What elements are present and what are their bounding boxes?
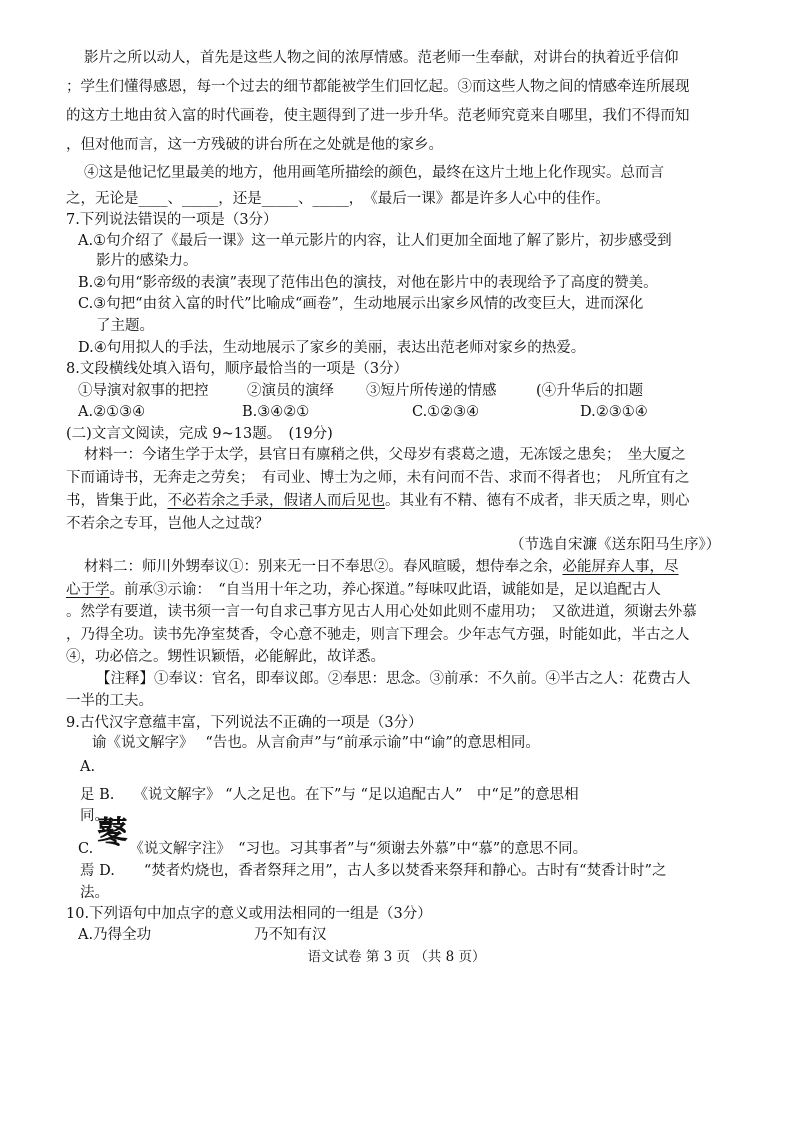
passage-line: ；学生们懂得感恩，每一个过去的细节都能被学生们回忆起。③而这些人物之间的情感牵连所展现 <box>66 79 690 95</box>
q8-item: (④升华后的扣题 <box>536 383 644 399</box>
q7-option-c: C.③句把“由贫入富的时代”比喻成“画卷”，生动地展示出家乡风情的改变巨大，进而深化 <box>78 296 644 312</box>
section-heading: (二)文言文阅读，完成 9~13题。 (19分) <box>66 426 333 442</box>
q7-option-c-cont: 了主题。 <box>96 318 154 334</box>
underlined-sentence: 必能屏弃人事，尽 <box>562 559 679 575</box>
question-7-stem: 7.下列说法错误的一项是（3分） <box>66 212 278 228</box>
question-10-stem: 10.下列语句中加点字的意义或用法相同的一组是（3分） <box>66 906 432 922</box>
q9-option-c: C. 《说文解字注》 “习也。习其事者”与“须谢去外慕”中“慕”的意思不同。 <box>78 841 588 857</box>
q10-option-a-right: 乃不知有汉 <box>254 927 327 943</box>
material-1-line: 下而诵诗书，无奔走之劳矣； 有司业、博士为之师，未有问而不告、求而不得者也； 凡所宜有之 <box>66 470 690 486</box>
material-1-line: 不若余之专耳，岂他人之过哉？ <box>66 516 269 532</box>
passage-line: 之，无论是____、_____，还是_____、_____， 《最后一课》都是许多人心中的佳作。 <box>66 191 610 207</box>
annotation-notes-cont: 一半的工夫。 <box>66 693 153 709</box>
passage-line: 的这方土地由贫入富的时代画卷，使主题得到了进一步升华。范老师究竟来自哪里，我们不得而知 <box>66 108 690 124</box>
q9-option-d: 焉 D. “焚者灼烧也，香者祭拜之用”，古人多以焚香来祭拜和静心。古时有“焚香计时”之 <box>80 863 667 879</box>
q10-option-a-left: A.乃得全功 <box>78 927 152 943</box>
q9-option-a: 谕《说文解字》 “告也。从言俞声”与“前承示谕”中“谕”的意思相同。 <box>92 735 540 751</box>
q9-option-a-letter: A. <box>80 759 96 775</box>
annotation-notes: 【注释】①奉议：官名，即奉议郎。②奉思：思念。③前承：不久前。④半古之人：花费古人 <box>96 671 691 687</box>
material-2-line <box>84 557 679 577</box>
material-2-line <box>66 580 661 600</box>
q8-option: C.①②③④ <box>412 404 480 420</box>
q7-option-d: D.④句用拟人的手法，生动地展示了家乡的美丽，表达出范老师对家乡的热爱。 <box>78 340 586 356</box>
material-2-line: ④，功必倍之。甥性识颖悟，必能解此，故详悉。 <box>66 649 385 665</box>
q8-option: A.②①③④ <box>78 404 146 420</box>
material-2-line: 。然学有要道，读书须一言一句自求己事方见古人用心处如此则不虚用功； 又欲进道，须谢去外慕 <box>66 604 697 620</box>
underlined-sentence: 心于学 <box>66 582 110 598</box>
q8-option: B.③④②① <box>242 404 310 420</box>
material-2-line: ，乃得全功。读书先净室焚香，令心意不驰走，则言下理会。少年志气方强，时能如此，半古之人 <box>66 627 690 643</box>
material-1-line <box>66 491 690 511</box>
question-8-stem: 8.文段横线处填入语句，顺序最恰当的一项是（3分） <box>66 361 409 377</box>
passage-line: ，但对他而言，这一方残破的讲台所在之处就是他的家乡。 <box>66 137 443 153</box>
q9-option-d-cont: 法。 <box>80 885 109 901</box>
q7-option-b: B.②句用“影帝级的表演”表现了范伟出色的演技，对他在影片中的表现给予了高度的赞美。 <box>78 275 658 291</box>
q9-option-b-cont: 同。 <box>80 808 109 824</box>
q7-option-a-cont: 影片的感染力。 <box>96 253 198 269</box>
text-run: 材料二：师川外甥奉议①：别来无一日不奉思②。春风暄暖，想侍奉之余， <box>84 559 563 575</box>
material-1-source: （节选自宋濂《送东阳马生序》） <box>510 537 721 553</box>
underlined-sentence: 不必若余之手录，假诸人而后见也 <box>167 493 385 509</box>
q8-option: D.②③①④ <box>580 404 648 420</box>
q8-item: ③短片所传递的情感 <box>366 383 497 399</box>
question-9-stem: 9.古代汉字意蕴丰富，下列说法不正确的一项是（3分） <box>66 715 423 731</box>
q7-option-a: A.①句介绍了《最后一课》这一单元影片的内容，让人们更加全面地了解了影片，初步感受到 <box>78 233 672 249</box>
page-footer: 语文试卷 第 3 页 （共 8 页） <box>307 949 486 965</box>
passage-line: 影片之所以动人，首先是这些人物之间的浓厚情感。范老师一生奉献，对讲台的执着近乎信仰 <box>84 50 679 66</box>
decorative-seal-glyph: 鼕 <box>97 815 128 851</box>
text-run: 。前承③示谕： “自当用十年之功，养心探道。”每味叹此语，诚能如是，足以追配古人 <box>109 582 661 598</box>
text-run: 。其业有不精、德有不成者，非天质之卑，则心 <box>385 493 690 509</box>
material-1-line: 材料一：今诸生学于太学，县官日有廪稍之供，父母岁有裘葛之遗，无冻馁之患矣； 坐大厦之 <box>84 447 686 463</box>
q8-item: ②演员的演绎 <box>247 383 334 399</box>
text-run: 书，皆集于此， <box>66 493 168 509</box>
q9-option-b: 足 B. 《说文解字》 “人之足也。在下”与 “足以追配古人” 中“足”的意思相 <box>80 787 579 803</box>
q8-item: ①导演对叙事的把控 <box>78 383 209 399</box>
passage-line: ④这是他记忆里最美的地方，他用画笔所描绘的颜色，最终在这片土地上化作现实。总而言 <box>84 165 664 181</box>
